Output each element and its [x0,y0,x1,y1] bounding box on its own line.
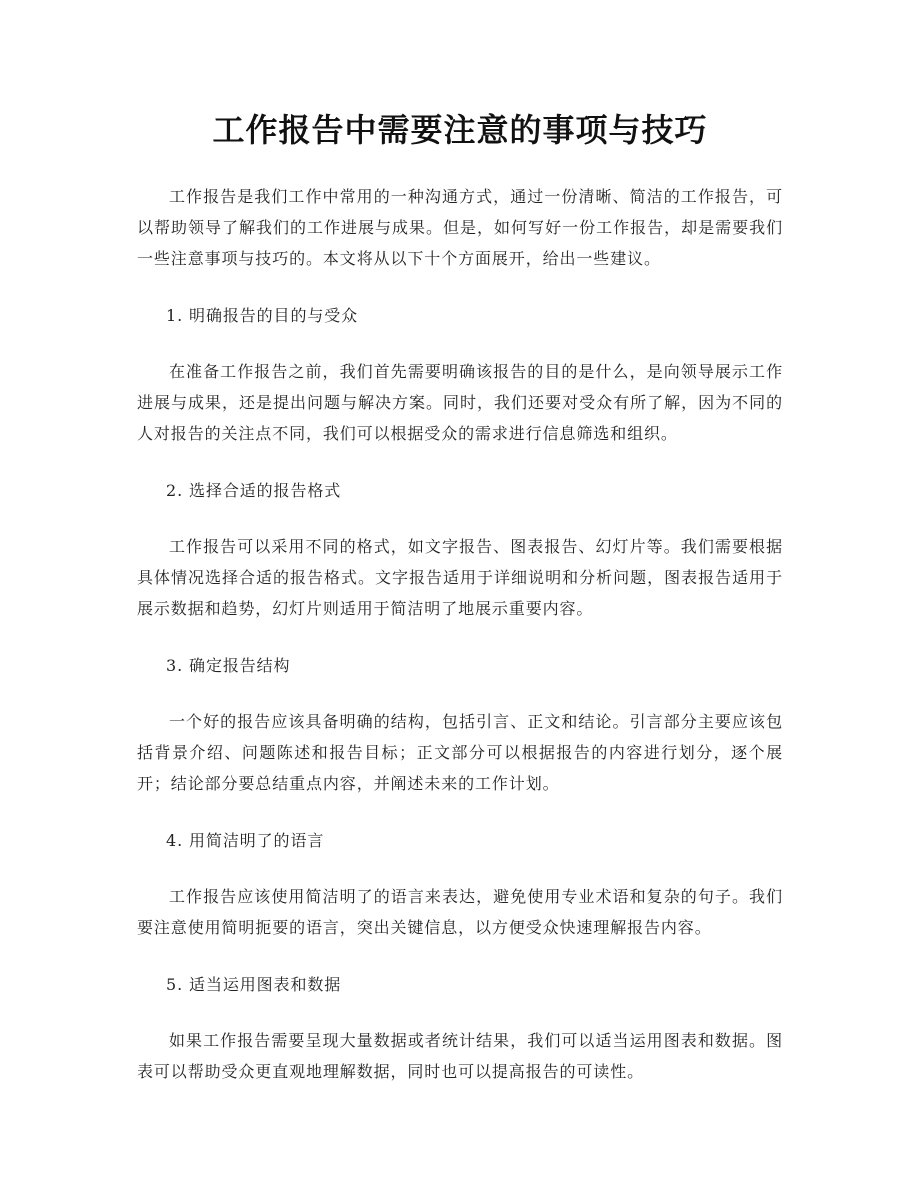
section-body-1: 在准备工作报告之前，我们首先需要明确该报告的目的是什么，是向领导展示工作进展与成果，还是提出问题与解决方案。同时，我们还要对受众有所了解，因为不同的人对报告的关注点不同，我们可以根据受众的需求进行信息筛选和组织。 [137,362,783,443]
section-body-3: 一个好的报告应该具备明确的结构，包括引言、正文和结论。引言部分主要应该包括背景介绍、问题陈述和报告目标；正文部分可以根据报告的内容进行划分，逐个展开；结论部分要总结重点内容，并阐述未来的工作计划。 [137,712,783,793]
section-heading-5: 5. 适当运用图表和数据 [166,975,342,994]
section-heading-4: 4. 用简洁明了的语言 [166,831,325,850]
section-body-4: 工作报告应该使用简洁明了的语言来表达，避免使用专业术语和复杂的句子。我们要注意使用简明扼要的语言，突出关键信息，以方便受众快速理解报告内容。 [137,887,783,937]
section-body-5: 如果工作报告需要呈现大量数据或者统计结果，我们可以适当运用图表和数据。图表可以帮助受众更直观地理解数据，同时也可以提高报告的可读性。 [137,1031,783,1081]
section-heading-3: 3. 确定报告结构 [166,656,291,675]
section-heading-2: 2. 选择合适的报告格式 [166,481,342,500]
section-body-2: 工作报告可以采用不同的格式，如文字报告、图表报告、幻灯片等。我们需要根据具体情况选择合适的报告格式。文字报告适用于详细说明和分析问题，图表报告适用于展示数据和趋势，幻灯片则适用于简洁明了地展示重要内容。 [137,537,783,618]
page-title: 工作报告中需要注意的事项与技巧 [212,111,708,149]
section-heading-1: 1. 明确报告的目的与受众 [166,306,359,325]
intro-paragraph: 工作报告是我们工作中常用的一种沟通方式，通过一份清晰、简洁的工作报告，可以帮助领导了解我们的工作进展与成果。但是，如何写好一份工作报告，却是需要我们一些注意事项与技巧的。本文将从以下十个方面展开，给出一些建议。 [137,187,783,268]
document-body [137,181,783,1113]
